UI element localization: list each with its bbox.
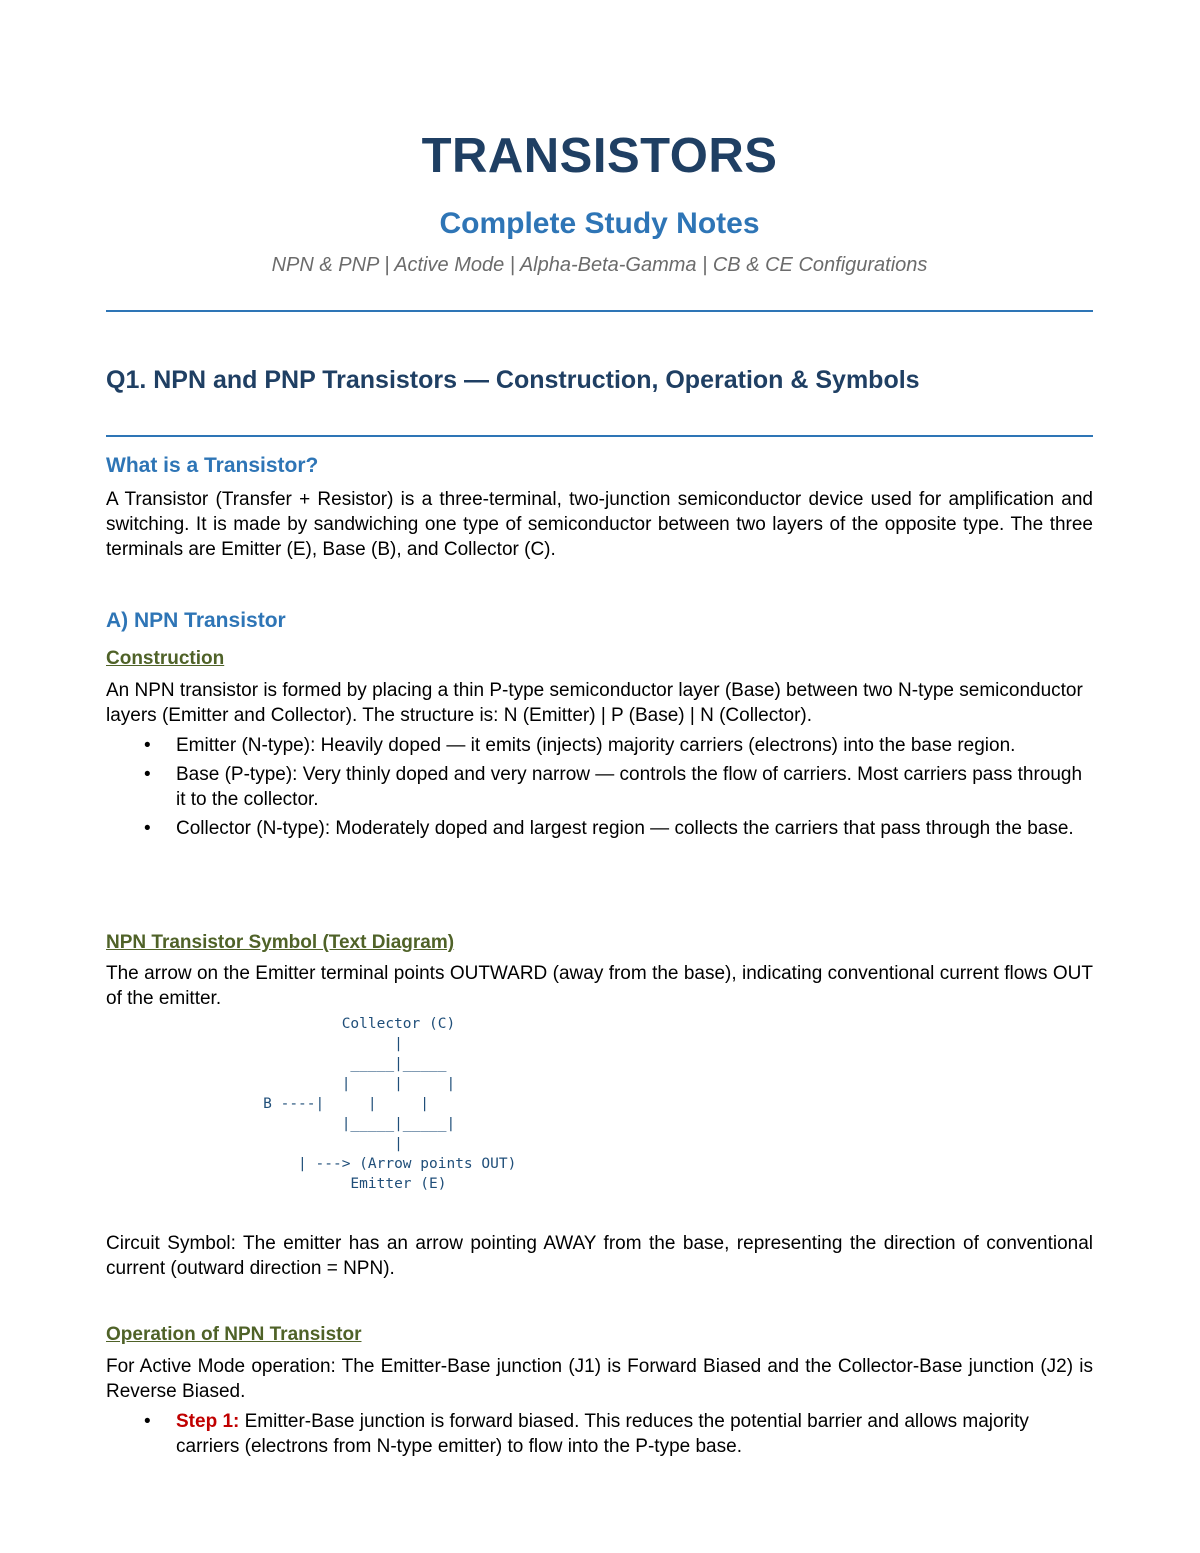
list-item: [106, 1409, 1093, 1459]
bullet-icon: •: [144, 818, 151, 839]
paragraph-operation: For Active Mode operation: The Emitter-Base junction (J1) is Forward Biased and the Collector-Base junction (J2) is Reverse Biased.: [106, 1356, 1093, 1402]
paragraph-symbol: The arrow on the Emitter terminal points OUTWARD (away from the base), indicating conventional current flows OUT of the emitter.: [106, 963, 1093, 1009]
npn-text-diagram: Collector (C) | _____|_____ | | | B ----| | | |_____|_____| | | ---> (Arrow points OUT) Emitter (E): [263, 1016, 517, 1192]
subheading-construction: Construction: [106, 648, 225, 669]
document-subtitle: Complete Study Notes: [439, 207, 760, 240]
bullet-icon: •: [144, 764, 151, 785]
paragraph-what-is: A Transistor (Transfer + Resistor) is a three-terminal, two-junction semiconductor device used for amplification and switching. It is made by sandwiching one type of semiconductor between two layers of the opposite type. The three terminals are Emitter (E), Base (B), and Collector (C).: [106, 489, 1093, 560]
list-item: • Collector (N-type): Moderately doped and largest region — collects the carriers that pass through the base.: [144, 818, 1074, 839]
question-heading: Q1. NPN and PNP Transistors — Construction, Operation & Symbols: [106, 366, 920, 394]
paragraph-construction: An NPN transistor is formed by placing a thin P-type semiconductor layer (Base) between two N-type semiconductor layers (Emitter and Collector). The structure is: N (Emitter) | P (Base) | N (Collector).: [106, 680, 1083, 726]
section-heading-npn: A) NPN Transistor: [106, 609, 286, 632]
bullet-icon: •: [144, 735, 151, 756]
step-text: Emitter-Base junction is forward biased. This reduces the potential barrier and allows majority carriers (electrons from N-type emitter) to flow into the P-type base.: [176, 1411, 1029, 1457]
bullet-icon: •: [144, 1411, 151, 1432]
construction-bullet-list: [106, 733, 1093, 845]
subheading-symbol: NPN Transistor Symbol (Text Diagram): [106, 932, 455, 953]
divider: [106, 435, 1093, 437]
step-label: Step 1:: [176, 1411, 240, 1432]
section-heading-what-is: What is a Transistor?: [106, 454, 319, 477]
topics-line: NPN & PNP | Active Mode | Alpha-Beta-Gamma | CB & CE Configurations: [271, 254, 928, 276]
operation-step-list: [106, 1409, 1093, 1463]
divider: [106, 310, 1093, 312]
paragraph-circuit-symbol: Circuit Symbol: The emitter has an arrow pointing AWAY from the base, representing the direction of conventional current (outward direction = NPN).: [106, 1233, 1093, 1279]
list-item: • Emitter (N-type): Heavily doped — it emits (injects) majority carriers (electrons) into the base region.: [144, 735, 1016, 756]
document-title: TRANSISTORS: [421, 129, 778, 183]
list-item: • Base (P-type): Very thinly doped and very narrow — controls the flow of carriers. Most carriers pass through it to the collector.: [144, 764, 1083, 810]
subheading-operation: Operation of NPN Transistor: [106, 1324, 362, 1345]
